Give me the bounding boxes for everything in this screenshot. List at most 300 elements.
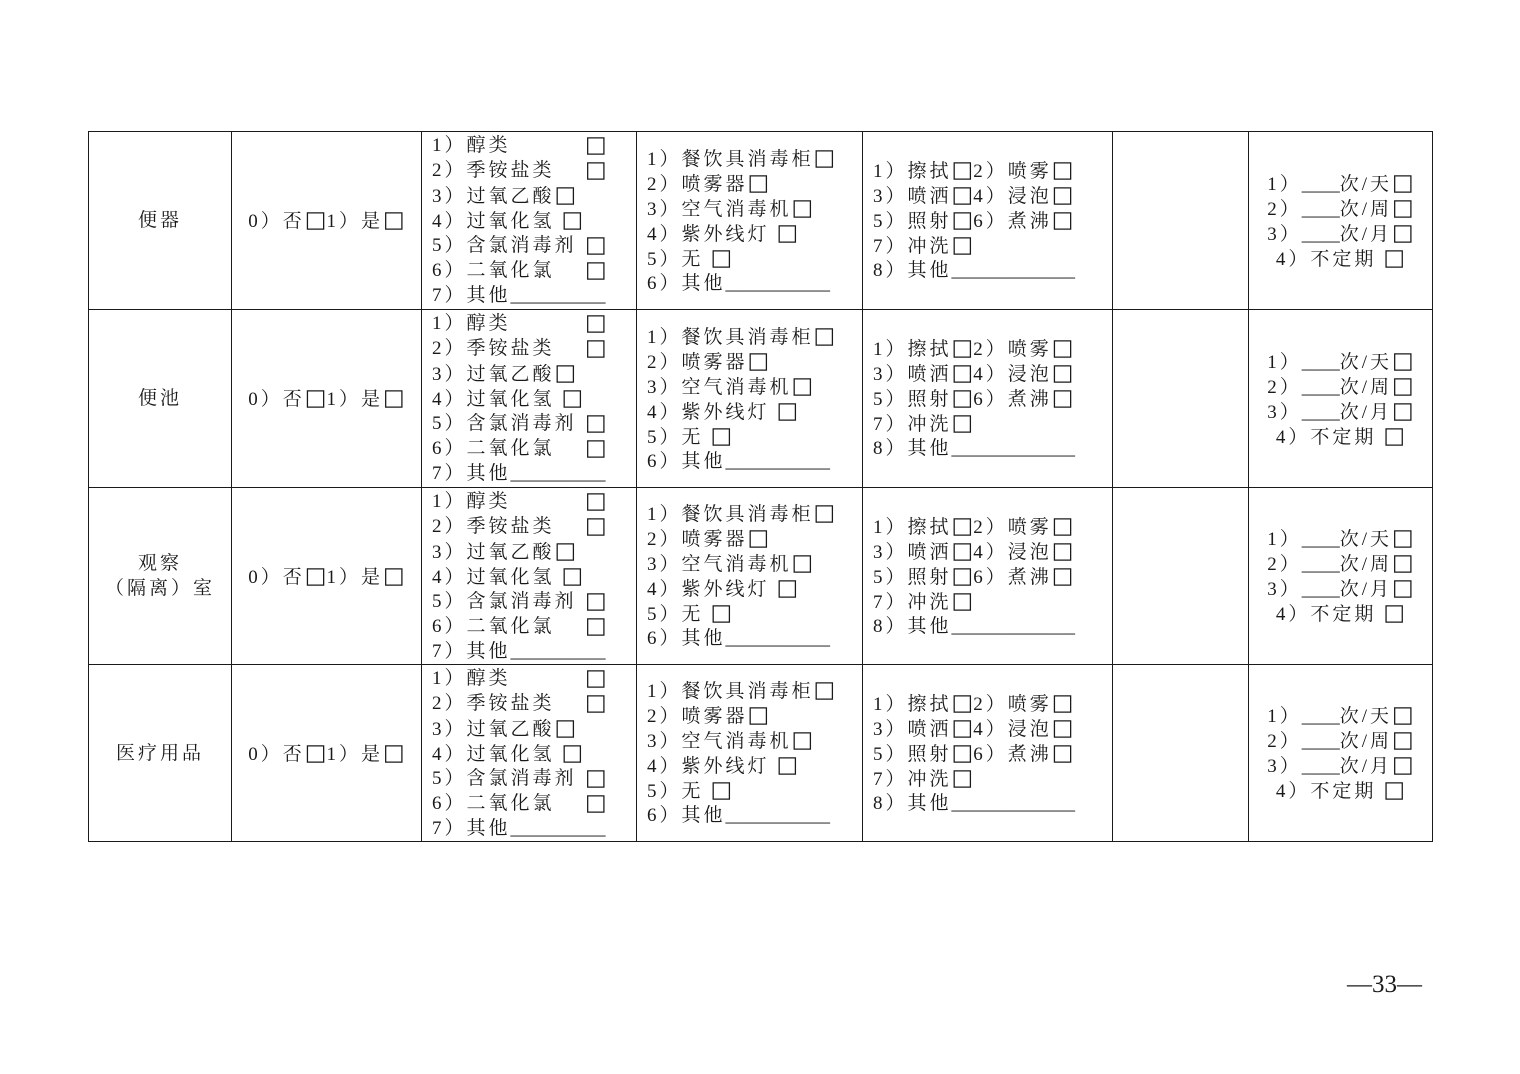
equipment-option xyxy=(647,324,862,349)
disinfectant-option xyxy=(432,311,636,336)
form-table xyxy=(88,131,1433,842)
checkbox: □ xyxy=(813,144,836,171)
checkbox: □ xyxy=(1051,360,1074,386)
equipment-option xyxy=(647,171,862,196)
checkbox: □ xyxy=(813,677,836,703)
option-label: 3） xyxy=(1267,223,1302,245)
blank-line: _____________ xyxy=(951,792,1076,814)
checkbox: □ xyxy=(585,587,607,614)
equipment-option xyxy=(647,601,862,626)
option-label: 次/月 xyxy=(1339,579,1393,600)
option-label: 7）其他 xyxy=(432,463,511,484)
checkbox: □ xyxy=(561,207,584,233)
equipment-option xyxy=(647,449,862,474)
blank-line: ____ xyxy=(1301,706,1340,727)
option-label: 3）空气消毒机 xyxy=(647,731,792,752)
cell-empty xyxy=(1113,310,1249,488)
cell-methods xyxy=(863,310,1113,488)
checkbox: □ xyxy=(1051,537,1074,564)
checkbox: □ xyxy=(1383,422,1406,449)
method-option xyxy=(873,208,1112,233)
checkbox: □ xyxy=(951,157,974,183)
disinfectant-option xyxy=(432,741,636,766)
option-label: 1）是 xyxy=(326,566,384,588)
option-label: 5）照射 xyxy=(873,743,952,765)
checkbox: □ xyxy=(1392,372,1414,399)
option-label: 3）过氧乙酸 xyxy=(432,364,555,385)
disinfectant-option xyxy=(432,666,636,691)
checkbox: □ xyxy=(747,702,770,728)
option-label: 4）不定期 xyxy=(1275,604,1377,625)
checkbox: □ xyxy=(304,562,327,589)
equipment-option xyxy=(647,576,862,601)
cell-disinfectants xyxy=(422,132,637,310)
option-label: 1） xyxy=(1267,173,1302,195)
disinfectant-option xyxy=(432,283,636,308)
disinfectant-option xyxy=(432,539,636,564)
option-label: 次/周 xyxy=(1339,554,1393,575)
checkbox: □ xyxy=(951,207,974,233)
disinfectant-option xyxy=(432,258,636,283)
blank-line: ____ xyxy=(1301,223,1340,245)
checkbox: □ xyxy=(1392,727,1414,753)
checkbox: □ xyxy=(951,537,974,564)
blank-line: ___________ xyxy=(725,450,831,472)
option-label: 2）喷雾 xyxy=(973,693,1052,715)
checkbox: □ xyxy=(710,777,733,803)
frequency-option xyxy=(1249,424,1432,449)
option-label: 次/天 xyxy=(1339,173,1393,195)
cell-item-name xyxy=(89,488,232,665)
frequency-option xyxy=(1249,171,1432,196)
disinfectant-option xyxy=(432,183,636,208)
table-row xyxy=(89,132,1433,310)
option-label: 1） xyxy=(1267,351,1302,373)
cell-equipment xyxy=(637,488,863,665)
cell-methods xyxy=(863,665,1113,842)
disinfectant-option xyxy=(432,514,636,539)
item-name-line: 便器 xyxy=(137,210,182,231)
frequency-option xyxy=(1249,246,1432,271)
option-label: 1）擦拭 xyxy=(873,516,952,538)
checkbox: □ xyxy=(585,257,607,283)
cell-methods xyxy=(863,132,1113,310)
option-label: 6）二氧化氯 xyxy=(432,792,555,814)
option-label: 3）喷洒 xyxy=(873,718,952,740)
table-row xyxy=(89,488,1433,665)
option-label: 4）不定期 xyxy=(1275,781,1377,802)
option-label: 4）浸泡 xyxy=(973,718,1052,740)
option-label: 6）二氧化氯 xyxy=(432,438,555,459)
method-option xyxy=(873,514,1112,539)
option-label: 4）紫外线灯 xyxy=(647,579,770,600)
method-option xyxy=(873,791,1112,816)
option-label: 1）醇类 xyxy=(432,490,511,512)
equipment-option xyxy=(647,728,862,753)
method-option xyxy=(873,614,1112,639)
option-label: 3）空气消毒机 xyxy=(647,198,792,220)
checkbox: □ xyxy=(710,422,733,449)
checkbox: □ xyxy=(951,232,974,258)
checkbox: □ xyxy=(951,335,974,361)
disinfectant-option xyxy=(432,589,636,614)
checkbox: □ xyxy=(791,194,814,221)
option-label: 5）含氯消毒剂 xyxy=(432,590,577,612)
cell-used xyxy=(232,665,422,842)
option-label: 2）喷雾器 xyxy=(647,529,748,550)
checkbox: □ xyxy=(585,664,607,691)
blank-line: __________ xyxy=(510,817,606,839)
blank-line: ____ xyxy=(1301,401,1340,423)
option-label: 1）餐饮具消毒柜 xyxy=(647,326,814,348)
option-label: 8）其他 xyxy=(873,260,952,281)
option-label: 0）否 xyxy=(248,211,305,232)
form-table-body xyxy=(89,132,1433,842)
option-label: 6）其他 xyxy=(647,805,726,826)
option-label: 次/月 xyxy=(1339,401,1393,423)
checkbox: □ xyxy=(951,512,974,539)
option-label: 7）冲洗 xyxy=(873,591,952,613)
option-label: 3）喷洒 xyxy=(873,364,952,385)
checkbox: □ xyxy=(585,435,607,461)
option-label: 4）过氧化氢 xyxy=(432,211,555,232)
disinfectant-option xyxy=(432,614,636,639)
cell-disinfectants xyxy=(422,310,637,488)
checkbox: □ xyxy=(951,764,974,791)
checkbox: □ xyxy=(951,182,974,208)
option-label: 4）过氧化氢 xyxy=(432,389,555,410)
blank-line: ____ xyxy=(1301,529,1340,550)
checkbox: □ xyxy=(554,537,577,564)
frequency-option xyxy=(1249,601,1432,626)
option-label: 1）是 xyxy=(326,389,384,410)
option-label: 6）煮沸 xyxy=(973,743,1052,765)
blank-line: ____ xyxy=(1301,198,1340,220)
equipment-option xyxy=(647,753,862,778)
checkbox: □ xyxy=(1392,194,1414,221)
option-label: 1）是 xyxy=(326,743,384,765)
frequency-option xyxy=(1249,399,1432,424)
blank-line: ___________ xyxy=(725,805,831,826)
option-label: 1）擦拭 xyxy=(873,693,952,715)
checkbox: □ xyxy=(951,739,974,766)
option-label: 3） xyxy=(1267,756,1302,777)
item-name-line: 便池 xyxy=(137,388,182,409)
checkbox: □ xyxy=(1392,550,1414,576)
checkbox: □ xyxy=(776,575,799,601)
option-label: 2）季铵盐类 xyxy=(432,338,555,359)
option-label: 2）喷雾器 xyxy=(647,173,748,195)
checkbox: □ xyxy=(304,207,327,233)
checkbox: □ xyxy=(951,410,974,436)
option-label: 次/周 xyxy=(1339,376,1393,398)
option-label: 3）过氧乙酸 xyxy=(432,541,555,563)
option-label: 1）餐饮具消毒柜 xyxy=(647,681,814,702)
frequency-option xyxy=(1249,526,1432,551)
method-option xyxy=(873,691,1112,716)
frequency-option xyxy=(1249,551,1432,576)
option-label: 6）煮沸 xyxy=(973,389,1052,410)
table-row xyxy=(89,665,1433,842)
option-label: 4）不定期 xyxy=(1275,248,1377,270)
checkbox: □ xyxy=(747,525,770,551)
option-label: 5）无 xyxy=(647,248,704,270)
disinfectant-option xyxy=(432,816,636,841)
option-label: 7）其他 xyxy=(432,817,511,839)
option-label: 3）过氧乙酸 xyxy=(432,186,555,207)
checkbox: □ xyxy=(747,347,770,374)
method-option xyxy=(873,589,1112,614)
blank-line: ____ xyxy=(1301,173,1340,195)
method-option xyxy=(873,183,1112,208)
equipment-option xyxy=(647,803,862,828)
checkbox: □ xyxy=(747,169,770,196)
blank-line: ____ xyxy=(1301,579,1340,600)
option-label: 5）无 xyxy=(647,781,704,802)
checkbox: □ xyxy=(585,335,607,361)
checkbox: □ xyxy=(1051,385,1074,411)
option-label: 7）冲洗 xyxy=(873,768,952,790)
method-option xyxy=(873,258,1112,283)
equipment-option xyxy=(647,678,862,703)
option-label: 6）二氧化氯 xyxy=(432,260,555,281)
checkbox: □ xyxy=(585,764,607,791)
option-label: 次/天 xyxy=(1339,706,1393,727)
checkbox: □ xyxy=(585,410,607,436)
option-label: 次/周 xyxy=(1339,198,1393,220)
disinfectant-option xyxy=(432,133,636,158)
disinfectant-option xyxy=(432,691,636,716)
checkbox: □ xyxy=(554,182,577,208)
blank-line: _____________ xyxy=(951,438,1076,459)
option-label: 3） xyxy=(1267,579,1302,600)
option-label: 4）浸泡 xyxy=(973,186,1052,207)
checkbox: □ xyxy=(791,372,814,399)
method-option xyxy=(873,361,1112,386)
option-label: 1）餐饮具消毒柜 xyxy=(647,148,814,170)
disinfectant-option xyxy=(432,716,636,741)
option-label: 1）醇类 xyxy=(432,135,511,156)
option-label: 2） xyxy=(1267,198,1302,220)
frequency-option xyxy=(1249,374,1432,399)
option-label: 2）喷雾器 xyxy=(647,706,748,727)
option-label: 5）无 xyxy=(647,604,704,625)
equipment-option xyxy=(647,778,862,803)
option-label: 1）醇类 xyxy=(432,313,511,334)
method-option xyxy=(873,386,1112,411)
option-label: 7）其他 xyxy=(432,285,511,306)
method-option xyxy=(873,158,1112,183)
cell-methods xyxy=(863,488,1113,665)
option-label: 2）季铵盐类 xyxy=(432,515,555,537)
checkbox: □ xyxy=(585,232,607,258)
checkbox: □ xyxy=(1392,397,1414,424)
disinfectant-option xyxy=(432,158,636,183)
checkbox: □ xyxy=(776,752,799,778)
option-label: 6）其他 xyxy=(647,272,726,294)
frequency-option xyxy=(1249,349,1432,374)
checkbox: □ xyxy=(304,385,327,411)
option-label: 4）浸泡 xyxy=(973,364,1052,385)
checkbox: □ xyxy=(585,512,607,539)
option-label: 3）空气消毒机 xyxy=(647,376,792,398)
blank-line: ____ xyxy=(1301,731,1340,752)
checkbox: □ xyxy=(585,132,607,158)
cell-frequency xyxy=(1249,665,1433,842)
option-label: 5）含氯消毒剂 xyxy=(432,413,577,434)
disinfectant-option xyxy=(432,361,636,386)
item-name-line: 观察 xyxy=(137,553,182,574)
option-label: 2）喷雾 xyxy=(973,516,1052,538)
cell-equipment xyxy=(637,310,863,488)
option-label: 3）喷洒 xyxy=(873,541,952,563)
cell-empty xyxy=(1113,665,1249,842)
cell-item-name xyxy=(89,310,232,488)
option-label: 5）照射 xyxy=(873,389,952,410)
option-label: 1）餐饮具消毒柜 xyxy=(647,504,814,525)
checkbox: □ xyxy=(383,739,405,766)
checkbox: □ xyxy=(1051,207,1074,233)
equipment-option xyxy=(647,424,862,449)
equipment-option xyxy=(647,221,862,246)
method-option xyxy=(873,766,1112,791)
checkbox: □ xyxy=(951,587,974,614)
item-name-line: 医疗用品 xyxy=(115,742,204,764)
option-label: 次/天 xyxy=(1339,529,1393,550)
checkbox: □ xyxy=(1392,347,1414,374)
method-option xyxy=(873,564,1112,589)
option-label: 2） xyxy=(1267,376,1302,398)
option-label: 5）照射 xyxy=(873,566,952,588)
blank-line: ___________ xyxy=(725,628,831,649)
option-label: 7）其他 xyxy=(432,640,511,662)
checkbox: □ xyxy=(585,310,607,336)
checkbox: □ xyxy=(1383,244,1406,271)
checkbox: □ xyxy=(1392,702,1414,728)
checkbox: □ xyxy=(561,385,584,411)
blank-line: __________ xyxy=(510,285,606,306)
disinfectant-option xyxy=(432,489,636,514)
checkbox: □ xyxy=(776,397,799,424)
option-label: 1）是 xyxy=(326,211,384,232)
frequency-option xyxy=(1249,221,1432,246)
option-label: 1）擦拭 xyxy=(873,339,952,360)
option-label: 次/月 xyxy=(1339,223,1393,245)
option-label: 1）擦拭 xyxy=(873,161,952,182)
equipment-option xyxy=(647,551,862,576)
checkbox: □ xyxy=(1051,562,1074,589)
method-option xyxy=(873,436,1112,461)
checkbox: □ xyxy=(710,244,733,271)
cell-disinfectants xyxy=(422,665,637,842)
checkbox: □ xyxy=(1392,575,1414,601)
equipment-option xyxy=(647,626,862,651)
option-label: 次/周 xyxy=(1339,731,1393,752)
option-label: 2） xyxy=(1267,554,1302,575)
option-label: 0）否 xyxy=(248,566,305,588)
checkbox: □ xyxy=(791,550,814,576)
checkbox: □ xyxy=(951,714,974,741)
option-label: 6）其他 xyxy=(647,450,726,472)
blank-line: ____ xyxy=(1301,554,1340,575)
option-label: 0）否 xyxy=(248,743,305,765)
option-label: 4）紫外线灯 xyxy=(647,401,770,423)
cell-used xyxy=(232,488,422,665)
option-label: 2）喷雾器 xyxy=(647,351,748,373)
checkbox: □ xyxy=(1051,335,1074,361)
option-label: 2）喷雾 xyxy=(973,339,1052,360)
disinfectant-option xyxy=(432,386,636,411)
option-label: 8）其他 xyxy=(873,615,952,637)
option-label: 8）其他 xyxy=(873,438,952,459)
checkbox: □ xyxy=(383,562,405,589)
equipment-option xyxy=(647,246,862,271)
checkbox: □ xyxy=(561,562,584,589)
frequency-option xyxy=(1249,728,1432,753)
disinfectant-option xyxy=(432,436,636,461)
checkbox: □ xyxy=(383,207,405,233)
option-label: 3）空气消毒机 xyxy=(647,554,792,575)
frequency-option xyxy=(1249,703,1432,728)
checkbox: □ xyxy=(1051,157,1074,183)
page-number: —33— xyxy=(1347,971,1422,998)
equipment-option xyxy=(647,501,862,526)
disinfectant-option xyxy=(432,411,636,436)
option-label: 4）不定期 xyxy=(1275,426,1377,448)
disinfectant-option xyxy=(432,639,636,664)
blank-line: ____ xyxy=(1301,376,1340,398)
checkbox: □ xyxy=(1392,752,1414,778)
checkbox: □ xyxy=(585,157,607,183)
frequency-option xyxy=(1249,576,1432,601)
disinfectant-option xyxy=(432,564,636,589)
checkbox: □ xyxy=(1051,739,1074,766)
checkbox: □ xyxy=(561,739,584,766)
cell-frequency xyxy=(1249,488,1433,665)
option-label: 7）冲洗 xyxy=(873,414,952,435)
checkbox: □ xyxy=(951,689,974,716)
blank-line: _____________ xyxy=(951,615,1076,637)
checkbox: □ xyxy=(585,612,607,639)
checkbox: □ xyxy=(1051,689,1074,716)
option-label: 2） xyxy=(1267,731,1302,752)
equipment-option xyxy=(647,196,862,221)
cell-equipment xyxy=(637,132,863,310)
equipment-option xyxy=(647,703,862,728)
option-label: 6）其他 xyxy=(647,628,726,649)
cell-empty xyxy=(1113,488,1249,665)
equipment-option xyxy=(647,399,862,424)
checkbox: □ xyxy=(383,385,405,411)
method-option xyxy=(873,411,1112,436)
option-label: 4）紫外线灯 xyxy=(647,223,770,245)
disinfectant-option xyxy=(432,766,636,791)
option-label: 5）含氯消毒剂 xyxy=(432,235,577,256)
option-label: 2）季铵盐类 xyxy=(432,692,555,714)
checkbox: □ xyxy=(951,562,974,589)
checkbox: □ xyxy=(1383,600,1406,626)
cell-item-name xyxy=(89,132,232,310)
disinfectant-option xyxy=(432,208,636,233)
method-option xyxy=(873,233,1112,258)
yes-no-option xyxy=(232,741,421,766)
cell-used xyxy=(232,132,422,310)
option-label: 6）二氧化氯 xyxy=(432,615,555,637)
yes-no-option xyxy=(232,386,421,411)
checkbox: □ xyxy=(585,789,607,816)
option-label: 5）照射 xyxy=(873,211,952,232)
cell-frequency xyxy=(1249,132,1433,310)
